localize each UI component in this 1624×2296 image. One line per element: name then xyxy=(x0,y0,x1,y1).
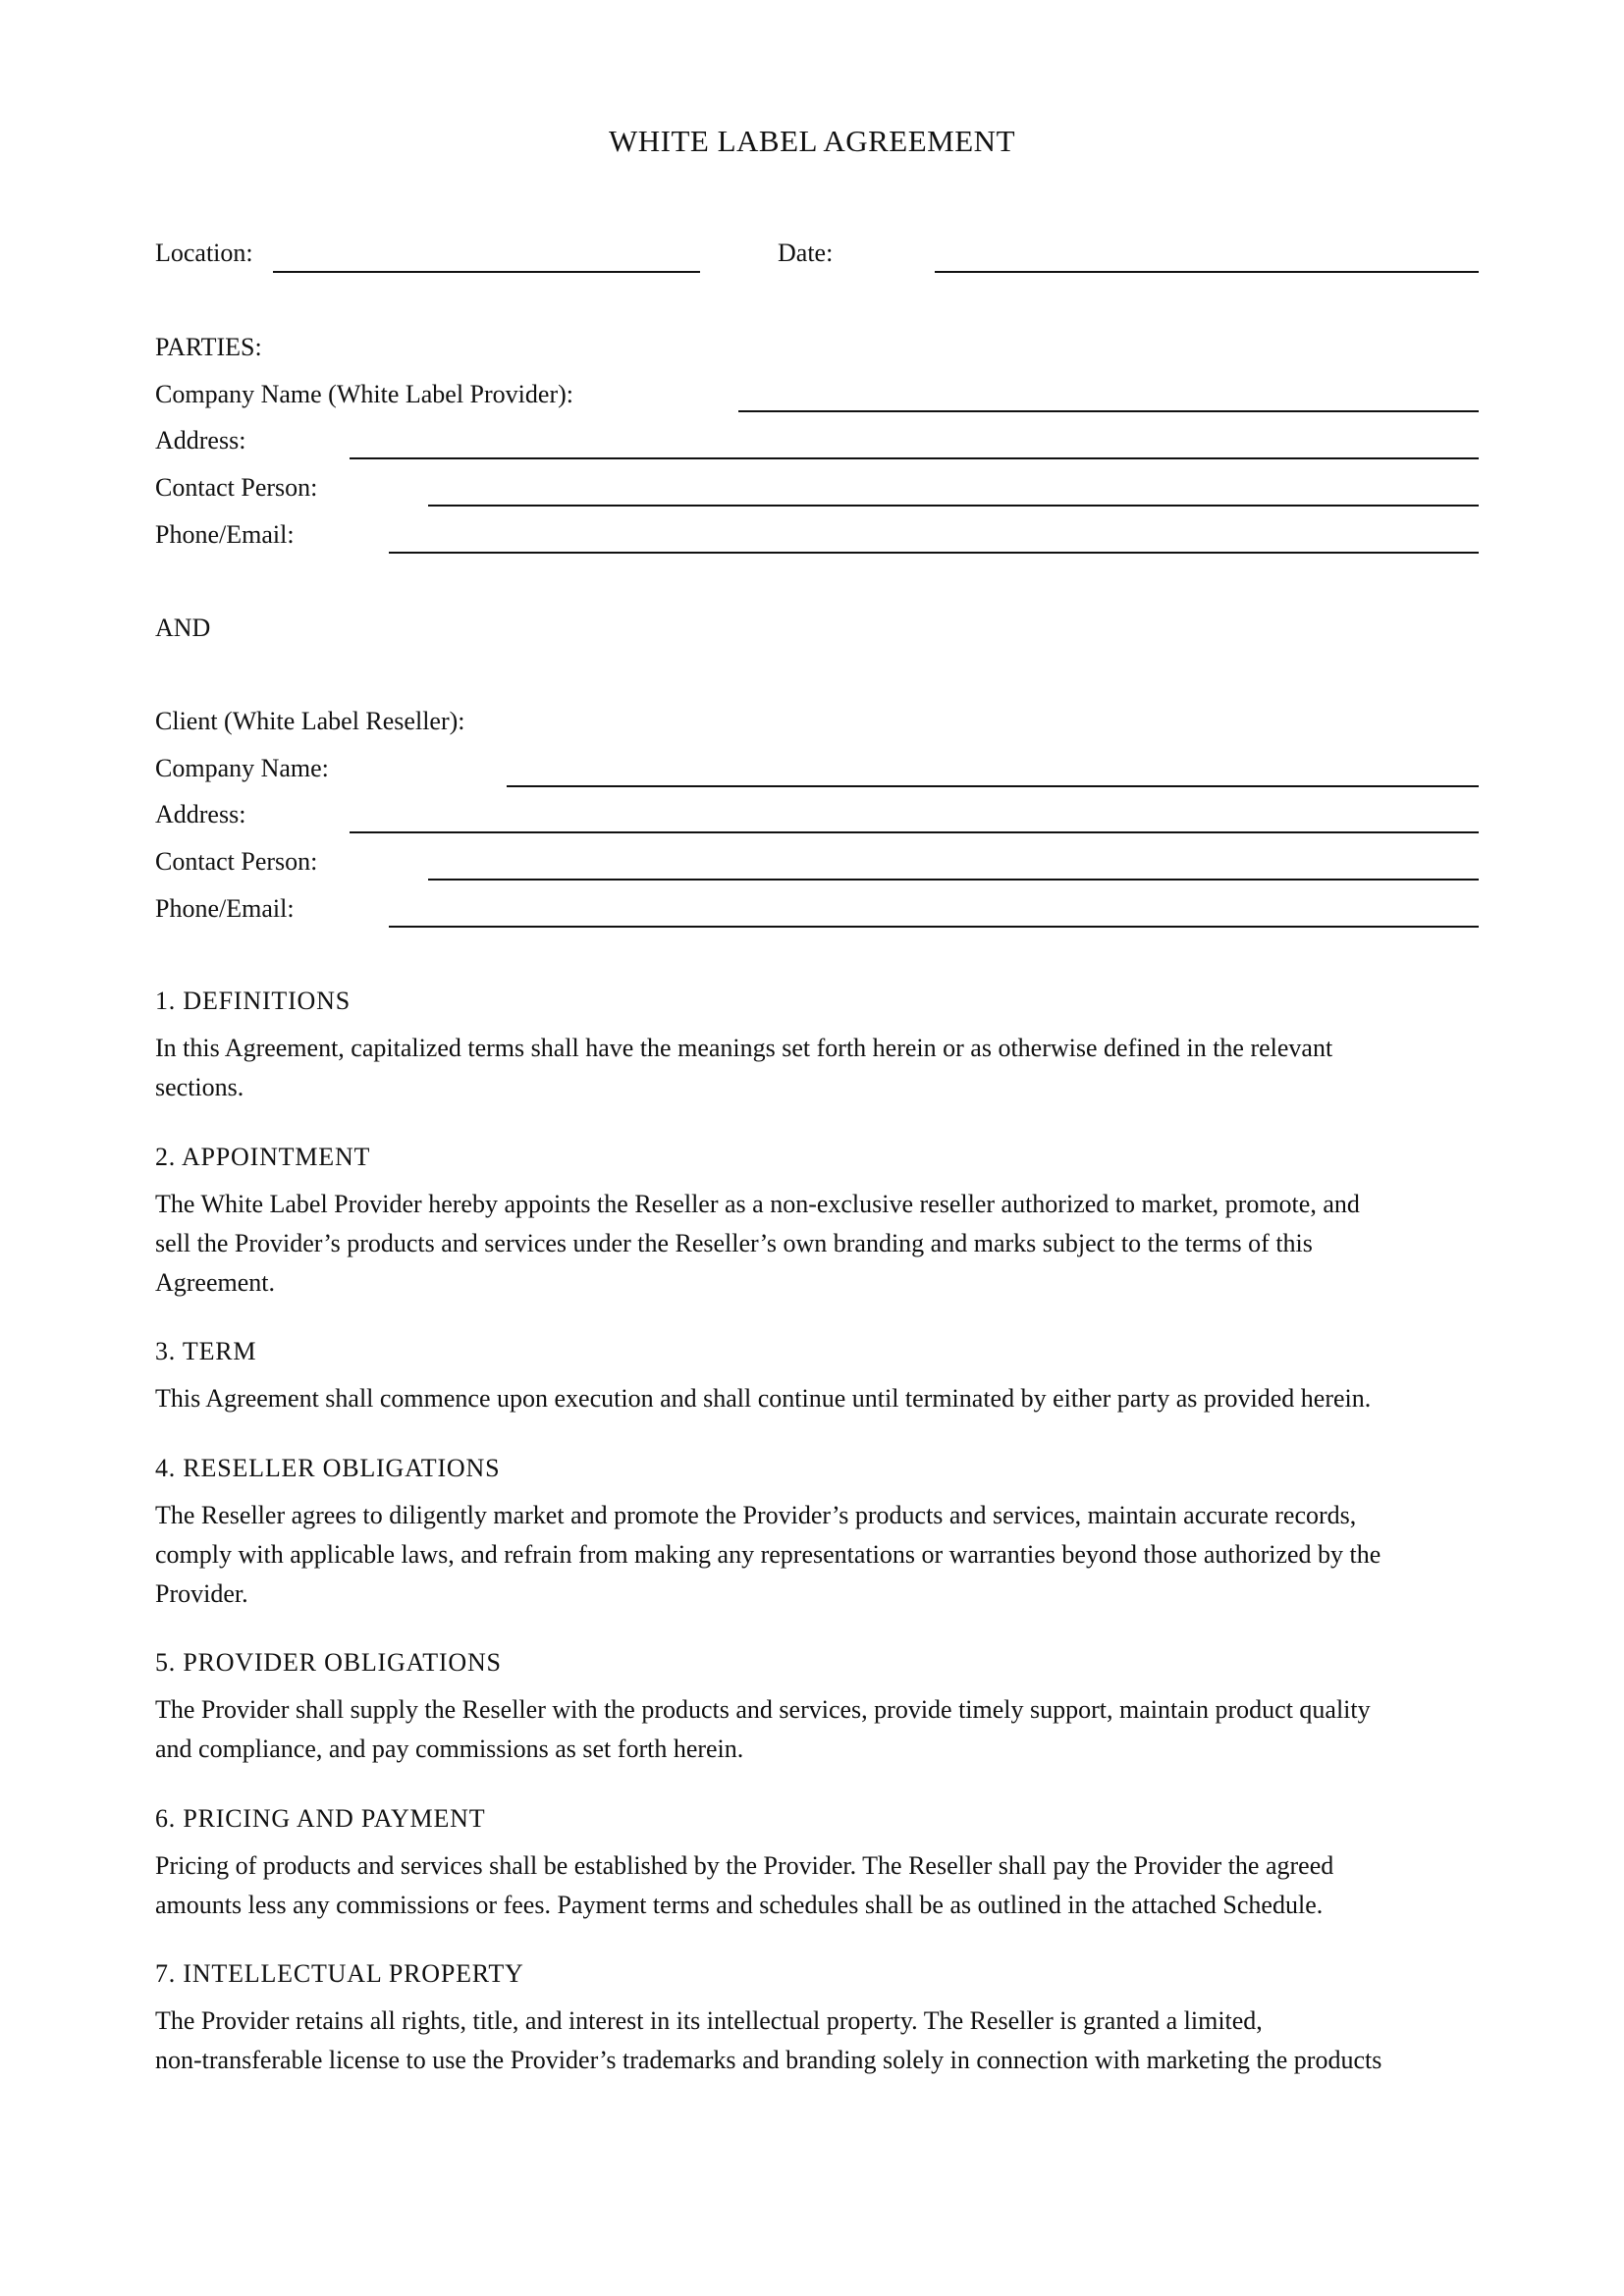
parties-heading: PARTIES: xyxy=(155,333,262,361)
section-body-intellectual-property xyxy=(155,2002,1481,2080)
provider-company-label: Company Name (White Label Provider): xyxy=(155,380,573,408)
section-line: In this Agreement, capitalized terms shall have the meanings set forth herein or as otherwise defined in the relevant xyxy=(155,1034,1333,1062)
section-body-term xyxy=(155,1379,1481,1418)
section-line: Provider. xyxy=(155,1579,248,1608)
section-line: The Provider retains all rights, title, and interest in its intellectual property. The Reseller is granted a limited, xyxy=(155,2006,1263,2035)
client-address-label: Address: xyxy=(155,800,246,828)
section-body-pricing-payment xyxy=(155,1846,1481,1925)
client-phone-label: Phone/Email: xyxy=(155,894,295,923)
client-company-field[interactable] xyxy=(507,785,1479,787)
client-contact-field[interactable] xyxy=(428,879,1479,881)
section-heading-reseller-obligations: 4. RESELLER OBLIGATIONS xyxy=(155,1454,501,1482)
section-line: sections. xyxy=(155,1073,244,1101)
provider-contact-field[interactable] xyxy=(428,505,1479,507)
section-heading-pricing-payment: 6. PRICING AND PAYMENT xyxy=(155,1804,486,1833)
section-line: non-transferable license to use the Provider’s trademarks and branding solely in connection with marketing the products xyxy=(155,2046,1382,2074)
section-body-provider-obligations xyxy=(155,1690,1481,1769)
client-contact-label: Contact Person: xyxy=(155,847,318,876)
client-company-label: Company Name: xyxy=(155,754,329,782)
location-label: Location: xyxy=(155,239,253,267)
client-heading: Client (White Label Reseller): xyxy=(155,707,465,735)
section-line: sell the Provider’s products and services under the Reseller’s own branding and marks subject to the terms of this xyxy=(155,1229,1313,1257)
document-title: WHITE LABEL AGREEMENT xyxy=(609,124,1015,158)
section-heading-intellectual-property: 7. INTELLECTUAL PROPERTY xyxy=(155,1959,524,1988)
section-heading-appointment: 2. APPOINTMENT xyxy=(155,1143,371,1171)
section-line: amounts less any commissions or fees. Payment terms and schedules shall be as outlined in the attached Schedule. xyxy=(155,1891,1324,1919)
section-line: The Reseller agrees to diligently market and promote the Provider’s products and services, maintain accurate records, xyxy=(155,1501,1357,1529)
date-label: Date: xyxy=(778,239,834,267)
provider-contact-label: Contact Person: xyxy=(155,473,318,502)
section-heading-term: 3. TERM xyxy=(155,1337,257,1365)
section-line: Agreement. xyxy=(155,1268,276,1297)
date-field[interactable] xyxy=(935,271,1479,273)
section-heading-provider-obligations: 5. PROVIDER OBLIGATIONS xyxy=(155,1648,502,1677)
and-label: AND xyxy=(155,614,211,642)
section-line: Pricing of products and services shall be established by the Provider. The Reseller shall pay the Provider the agreed xyxy=(155,1851,1334,1880)
client-address-field[interactable] xyxy=(350,831,1479,833)
provider-company-field[interactable] xyxy=(738,410,1479,412)
location-field[interactable] xyxy=(273,271,700,273)
section-line: This Agreement shall commence upon execution and shall continue until terminated by either party as provided herein. xyxy=(155,1384,1372,1413)
section-line: and compliance, and pay commissions as set forth herein. xyxy=(155,1735,744,1763)
provider-phone-field[interactable] xyxy=(389,552,1479,554)
client-phone-field[interactable] xyxy=(389,926,1479,928)
section-heading-definitions: 1. DEFINITIONS xyxy=(155,987,351,1015)
provider-phone-label: Phone/Email: xyxy=(155,520,295,549)
section-body-reseller-obligations xyxy=(155,1496,1481,1614)
section-line: The White Label Provider hereby appoints the Reseller as a non-exclusive reseller authorized to market, promote, and xyxy=(155,1190,1360,1218)
section-line: The Provider shall supply the Reseller with the products and services, provide timely support, maintain product quality xyxy=(155,1695,1371,1724)
section-body-definitions xyxy=(155,1029,1481,1107)
provider-address-field[interactable] xyxy=(350,457,1479,459)
section-body-appointment xyxy=(155,1185,1481,1303)
provider-address-label: Address: xyxy=(155,426,246,454)
section-line: comply with applicable laws, and refrain from making any representations or warranties beyond those authorized by the xyxy=(155,1540,1381,1569)
